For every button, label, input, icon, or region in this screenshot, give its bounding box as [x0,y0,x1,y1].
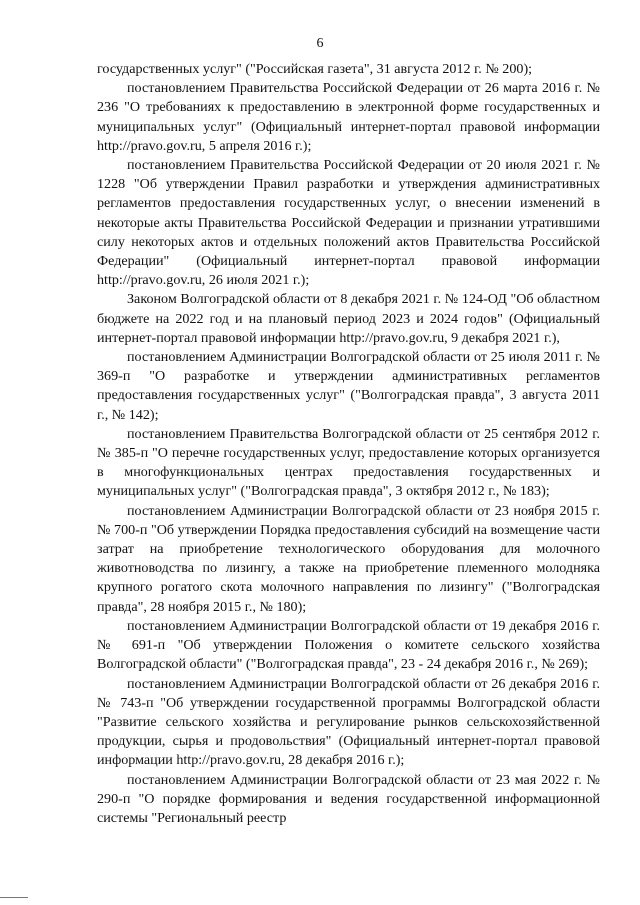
paragraph: постановлением Правительства Волгоградской области от 25 сентября 2012 г. № 385-п "О перечне государственных услуг, предоставление которых организуется в многофункциональных центрах предоставления государственных и муниципальных услуг" ("Волгоградская правда", 3 октября 2012 г., № 183); [97,425,600,500]
paragraph: Законом Волгоградской области от 8 декабря 2021 г. № 124-ОД "Об областном бюджете на 2022 год и на плановый период 2023 и 2024 годов" (Официальный интернет-портал правовой информации http://pravo.gov.ru, 9 декабря 2021 г.), [97,291,600,346]
paragraph: постановлением Администрации Волгоградской области от 23 ноября 2015 г. № 700-п "Об утверждении Порядка предоставления субсидий на возмещение части затрат на приобретение технологического оборудования для молочного животноводства по лизингу, а также на приобретение племенного молодняка крупного рогатого скота молочного направления по лизингу" ("Волгоградская правда", 28 ноября 2015 г., № 180); [97,502,600,615]
paragraph: постановлением Администрации Волгоградской области от 25 июля 2011 г. № 369-п "О разработке и утверждении административных регламентов предоставления государственных услуг" ("Волгоградская правда", 3 августа 2011 г., № 142); [97,349,600,423]
paragraph: постановлением Правительства Российской Федерации от 26 марта 2016 г. № 236 "О требованиях к предоставлению в электронной форме государственных и муниципальных услуг" (Официальный интернет-портал правовой информации http://pravo.gov.ru, 5 апреля 2016 г.); [97,80,600,154]
paragraph-truncated: постановлением Администрации Волгоградской области от 23 мая 2022 г. № 290-п "О порядке формирования и ведения государственной информационной системы "Региональный реестр [97,771,600,826]
footer-rule [0,897,28,898]
paragraph: постановлением Правительства Российской Федерации от 20 июля 2021 г. № 1228 "Об утверждении Правил разработки и утверждения административных регламентов предоставления государственных услуг, о внесении изменений в некоторые акты Правительства Российской Федерации и признании утратившими силу некоторых актов и отдельных положений актов Правительства Российской Федерации" (Официальный интернет-портал правовой информации http://pravo.gov.ru, 26 июля 2021 г.); [97,157,600,289]
document-body [97,60,600,828]
paragraph: постановлением Администрации Волгоградской области от 19 декабря 2016 г. № 691-п "Об утверждении Положения о комитете сельского хозяйства Волгоградской области" ("Волгоградская правда", 23 - 24 декабря 2016 г., № 269); [97,617,600,673]
page-number: 6 [316,36,324,51]
paragraph-continuation: государственных услуг" ("Российская газета", 31 августа 2012 г. № 200); [97,61,533,77]
paragraph: постановлением Администрации Волгоградской области от 26 декабря 2016 г. № 743-п "Об утверждении государственной программы Волгоградской области "Развитие сельского хозяйства и регулирование рынков сельскохозяйственной продукции, сырья и продовольствия" (Официальный интернет-портал правовой информации http://pravo.gov.ru, 28 декабря 2016 г.); [97,675,600,769]
